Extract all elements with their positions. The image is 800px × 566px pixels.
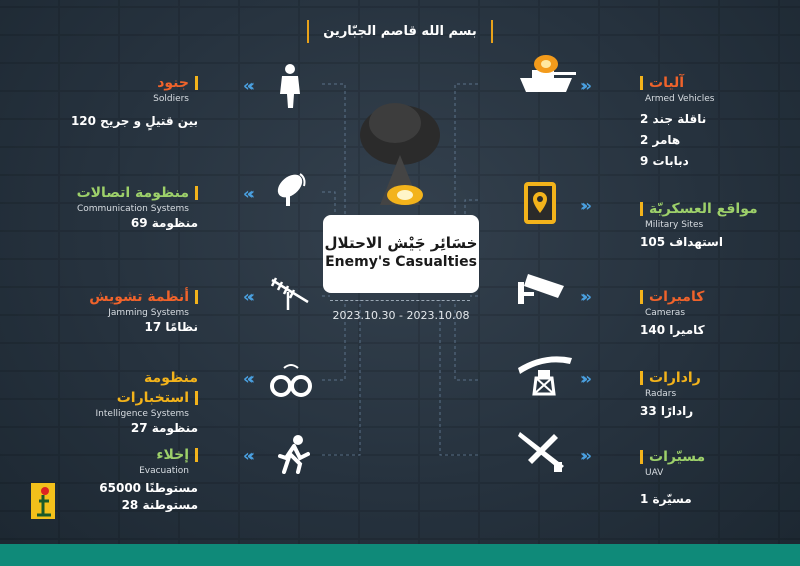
item-value: 28 مستوطنة xyxy=(121,498,198,512)
chevron-icon: ›» xyxy=(580,287,587,306)
item-title: منظومة اتصالات xyxy=(76,185,189,201)
marker xyxy=(640,76,643,90)
item-title: كاميرات xyxy=(649,289,705,305)
item-title: مسيّرات xyxy=(649,449,706,465)
item-title: منظومة استخبارات xyxy=(116,370,198,406)
item-intelligence xyxy=(68,367,198,437)
item-value: 69 منظومة xyxy=(130,216,198,230)
location-pin-icon xyxy=(520,180,560,226)
item-value: 27 منظومة xyxy=(130,421,198,435)
marker xyxy=(640,450,643,464)
chevron-icon: «‹ xyxy=(243,76,250,95)
item-title: إخلاء xyxy=(156,447,189,463)
chevron-icon: «‹ xyxy=(243,287,250,306)
chevron-icon: ›» xyxy=(580,196,587,215)
marker xyxy=(195,391,198,405)
item-military-sites xyxy=(640,198,770,251)
item-subtitle: Military Sites xyxy=(645,220,704,230)
item-jamming xyxy=(68,286,198,336)
binoculars-icon xyxy=(270,362,312,398)
logo xyxy=(31,483,55,519)
marker xyxy=(640,371,643,385)
marker xyxy=(195,186,198,200)
chevron-icon: «‹ xyxy=(243,184,250,203)
item-subtitle: Soldiers xyxy=(153,94,189,104)
center-title-en: Enemy's Casualties xyxy=(325,254,477,270)
item-value: 65000 مستوطنًا xyxy=(99,481,198,495)
marker xyxy=(640,202,643,216)
running-man-icon xyxy=(276,434,310,474)
item-soldiers xyxy=(68,72,198,130)
drone-icon xyxy=(514,426,568,476)
item-subtitle: Intelligence Systems xyxy=(95,409,189,419)
item-uav xyxy=(640,446,770,508)
soldier-icon xyxy=(270,62,310,110)
item-value: 120 بين قتيلٍ و جريح xyxy=(70,114,198,128)
item-value: 2 هامر xyxy=(640,133,681,147)
marker xyxy=(195,290,198,304)
tank-icon xyxy=(514,52,578,98)
item-value: 17 نظامًا xyxy=(144,320,198,334)
item-armed-vehicles xyxy=(640,72,770,170)
item-value: 9 دبابات xyxy=(640,154,689,168)
item-value: 33 رادارًا xyxy=(640,404,694,418)
item-subtitle: Jamming Systems xyxy=(108,308,189,318)
item-radars xyxy=(640,367,770,420)
item-title: مواقع العسكريّة xyxy=(649,201,758,217)
item-title: رادارات xyxy=(649,370,701,386)
item-title: آليات xyxy=(649,75,685,91)
item-subtitle: Evacuation xyxy=(139,466,189,476)
chevron-icon: «‹ xyxy=(243,446,250,465)
item-communication xyxy=(68,182,198,232)
camera-icon xyxy=(514,268,568,308)
item-subtitle: Cameras xyxy=(645,308,686,318)
center-title-box xyxy=(323,215,479,293)
item-cameras xyxy=(640,286,770,339)
center-title-ar: خسَائِر جَيْش الاحتلال xyxy=(324,234,478,252)
item-subtitle: Communication Systems xyxy=(76,204,189,214)
antenna-icon xyxy=(268,272,312,312)
logo-emblem xyxy=(31,483,55,519)
item-value: 2 ناقلة جند xyxy=(640,112,707,126)
item-value: 140 كاميرا xyxy=(640,323,705,337)
bottom-bar xyxy=(0,544,800,566)
chevron-icon: ›» xyxy=(580,446,587,465)
item-subtitle: UAV xyxy=(645,468,664,478)
item-value: 1 مسيّرة xyxy=(640,492,692,506)
chevron-icon: «‹ xyxy=(243,369,250,388)
explosion-icon xyxy=(350,95,450,220)
basmala-text: بسم الله قاصم الجبّارين xyxy=(307,20,493,43)
marker xyxy=(195,76,198,90)
chevron-icon: ›» xyxy=(580,76,587,95)
item-subtitle: Armed Vehicles xyxy=(645,94,715,104)
header xyxy=(0,20,800,43)
item-subtitle: Radars xyxy=(645,389,677,399)
item-title: أنظمة تشويش xyxy=(89,289,189,305)
item-evacuation xyxy=(68,444,198,514)
item-value: 105 استهداف xyxy=(640,235,723,249)
dates-divider xyxy=(330,300,470,301)
radar-icon xyxy=(514,350,574,398)
date-range: 2023.10.30 - 2023.10.08 xyxy=(332,309,470,322)
marker xyxy=(195,448,198,462)
satellite-dish-icon xyxy=(272,168,312,210)
chevron-icon: ›» xyxy=(580,369,587,388)
item-title: جنود xyxy=(157,75,189,91)
marker xyxy=(640,290,643,304)
